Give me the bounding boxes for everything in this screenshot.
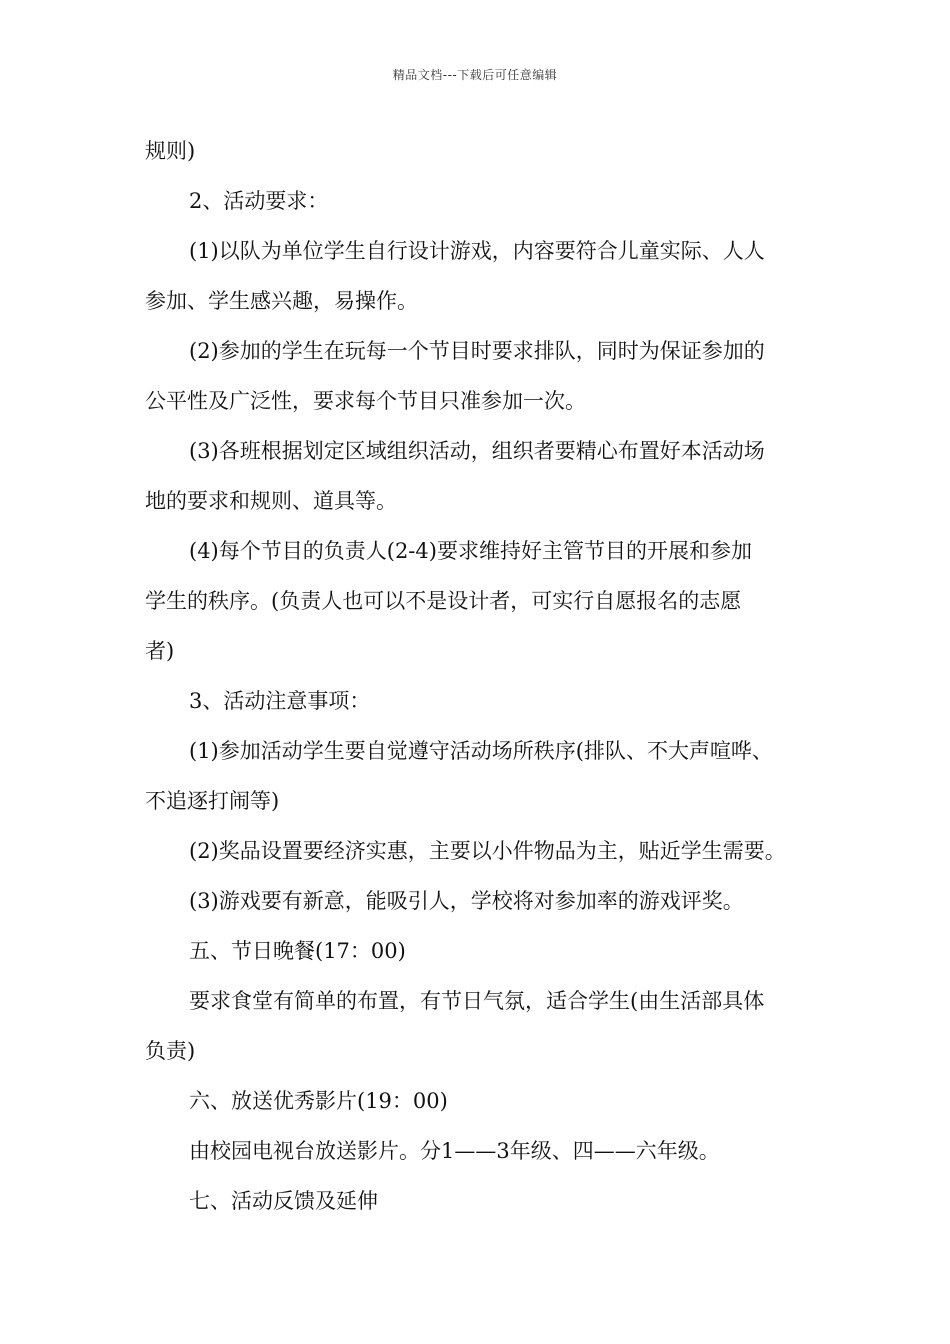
text-line: 要求食堂有简单的布置，有节日气氛，适合学生(由生活部具体 [189, 989, 765, 1013]
text-line: 规则) [145, 139, 196, 163]
text-line: (1)以队为单位学生自行设计游戏，内容要符合儿童实际、人人 [189, 239, 765, 263]
text-line: 公平性及广泛性，要求每个节目只准参加一次。 [145, 389, 586, 413]
page-header: 精品文档---下载后可任意编辑 [392, 68, 558, 82]
text-line: 负责) [145, 1039, 196, 1063]
text-line: (2)奖品设置要经济实惠，主要以小件物品为主，贴近学生需要。 [189, 839, 786, 863]
text-line: 2、活动要求： [189, 189, 329, 213]
text-line: (2)参加的学生在玩每一个节目时要求排队，同时为保证参加的 [189, 339, 765, 363]
text-line: 学生的秩序。(负责人也可以不是设计者，可实行自愿报名的志愿 [145, 589, 742, 613]
text-line: 五、节日晚餐(17：00) [189, 939, 406, 963]
text-line: (3)游戏要有新意，能吸引人，学校将对参加率的游戏评奖。 [189, 889, 744, 913]
text-line: 地的要求和规则、道具等。 [145, 489, 397, 513]
text-line: 参加、学生感兴趣，易操作。 [145, 289, 418, 313]
text-line: 七、活动反馈及延伸 [189, 1189, 378, 1213]
text-line: 者) [145, 639, 175, 663]
text-line: (1)参加活动学生要自觉遵守活动场所秩序(排队、不大声喧哗、 [189, 739, 773, 763]
document-body [145, 128, 815, 1228]
text-line: 由校园电视台放送影片。分1——3年级、四——六年级。 [189, 1139, 720, 1163]
text-line: 3、活动注意事项： [189, 689, 371, 713]
text-line: 不追逐打闹等) [145, 789, 280, 813]
text-line: (4)每个节目的负责人(2-4)要求维持好主管节目的开展和参加 [189, 539, 752, 563]
text-line: (3)各班根据划定区域组织活动，组织者要精心布置好本活动场 [189, 439, 765, 463]
text-line: 六、放送优秀影片(19：00) [189, 1089, 448, 1113]
